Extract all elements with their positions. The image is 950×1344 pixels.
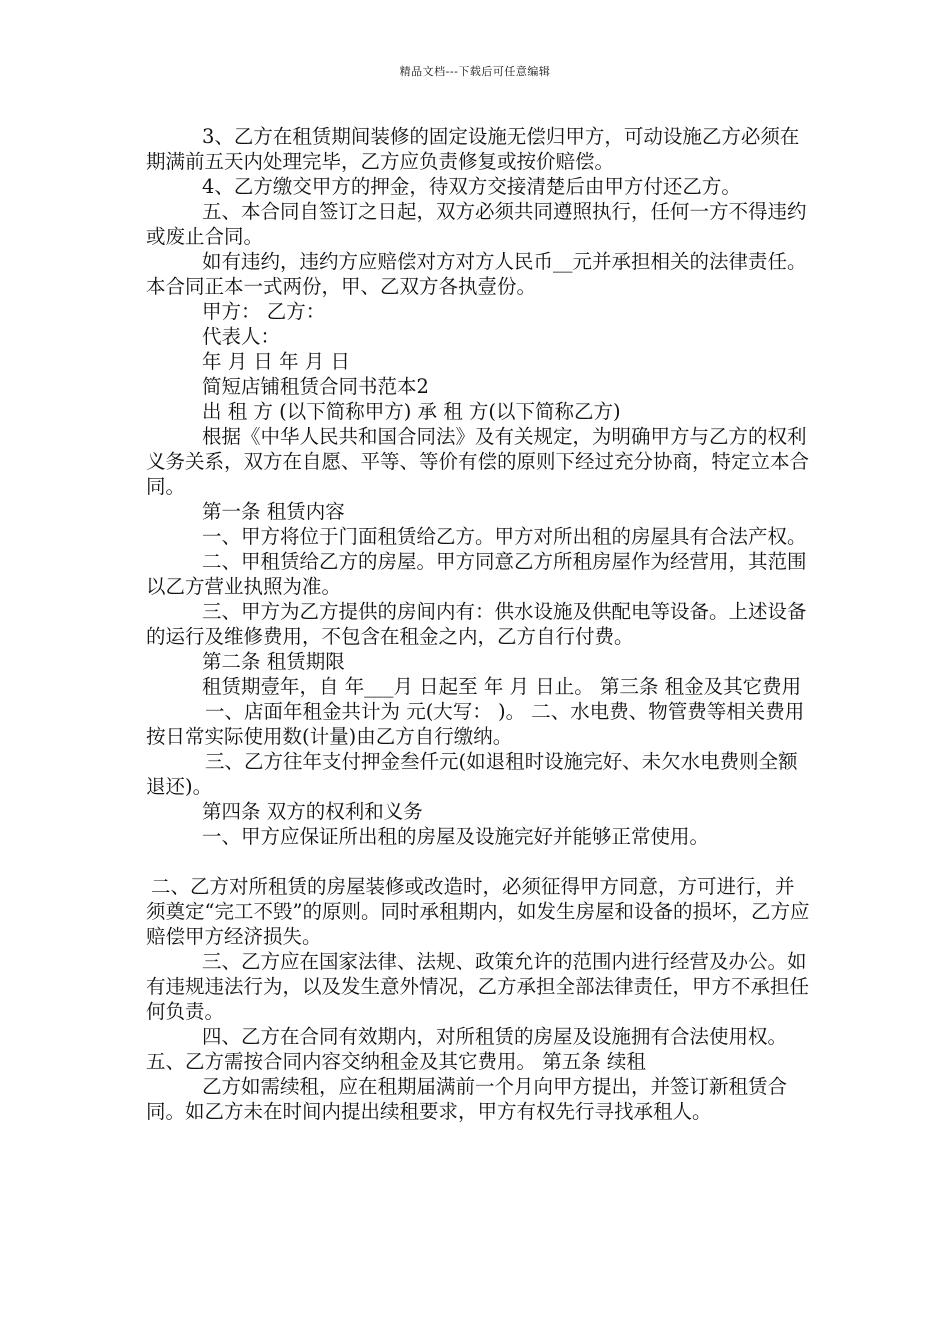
document-title: 简短店铺租赁合同书范本2 bbox=[202, 375, 429, 398]
article-heading: 第四条 双方的权利和义务 bbox=[202, 800, 423, 823]
clause-paragraph: 4、乙方缴交甲方的押金，待双方交接清楚后由甲方付还乙方。 bbox=[202, 175, 741, 198]
clause-paragraph: 二、乙方对所租赁的房屋装修或改造时，必须征得甲方同意，方可进行，并须奠定“完工不毁”的原则。同时承租期内，如发生房屋和设备的损坏，乙方应赔偿甲方经济损失。 bbox=[146, 875, 810, 948]
clause-paragraph: 乙方如需续租，应在租期届满前一个月向甲方提出，并签订新租赁合同。如乙方未在时间内提出续租要求，甲方有权先行寻找承租人。 bbox=[146, 1075, 788, 1123]
clause-paragraph: 一、甲方将位于门面租赁给乙方。甲方对所出租的房屋具有合法产权。 bbox=[202, 525, 807, 548]
clause-paragraph: 如有违约，违约方应赔偿对方对方人民币__元并承担相关的法律责任。 bbox=[202, 250, 807, 273]
parties-line: 出 租 方 (以下简称甲方) 承 租 方(以下简称乙方) bbox=[202, 400, 621, 423]
document-body bbox=[146, 124, 810, 1124]
signature-parties: 甲方： 乙方： bbox=[202, 300, 326, 323]
blank-line bbox=[146, 849, 810, 874]
clause-paragraph: 一、店面年租金共计为 元(大写： )。 二、水电费、物管费等相关费用按日常实际使用数(计量)由乙方自行缴纳。 bbox=[146, 700, 805, 748]
article-heading: 第二条 租赁期限 bbox=[202, 650, 345, 673]
clause-paragraph: 一、甲方应保证所出租的房屋及设施完好并能够正常使用。 bbox=[202, 825, 710, 848]
clause-paragraph: 二、甲租赁给乙方的房屋。甲方同意乙方所租房屋作为经营用，其范围以乙方营业执照为准。 bbox=[146, 550, 807, 598]
clause-paragraph: 五、本合同自签订之日起，双方必须共同遵照执行，任何一方不得违约或废止合同。 bbox=[146, 200, 807, 248]
clause-paragraph: 三、乙方往年支付押金叁仟元(如退租时设施完好、未欠水电费则全额退还)。 bbox=[146, 750, 798, 798]
clause-paragraph: 本合同正本一式两份，甲、乙双方各执壹份。 bbox=[146, 275, 537, 298]
signature-representative: 代表人： bbox=[202, 325, 281, 348]
signature-date: 年 月 日 年 月 日 bbox=[202, 350, 350, 373]
clause-paragraph: 三、乙方应在国家法律、法规、政策允许的范围内进行经营及办公。如有违规违法行为，以及发生意外情况，乙方承担全部法律责任，甲方不承担任何负责。 bbox=[146, 950, 810, 1023]
clause-paragraph: 3、乙方在租赁期间装修的固定设施无偿归甲方，可动设施乙方必须在期满前五天内处理完毕，乙方应负责修复或按价赔偿。 bbox=[146, 125, 800, 173]
clause-paragraph: 三、甲方为乙方提供的房间内有：供水设施及供配电等设备。上述设备的运行及维修费用，不包含在租金之内，乙方自行付费。 bbox=[146, 600, 807, 648]
page-header: 精品文档---下载后可任意编辑 bbox=[399, 65, 551, 78]
clause-paragraph: 租赁期壹年，自 年___月 日起至 年 月 日止。 第三条 租金及其它费用 bbox=[202, 675, 802, 698]
clause-paragraph: 四、乙方在合同有效期内，对所租赁的房屋及设施拥有合法使用权。 五、乙方需按合同内容交纳租金及其它费用。 第五条 续租 bbox=[146, 1025, 788, 1073]
article-heading: 第一条 租赁内容 bbox=[202, 500, 345, 523]
clause-paragraph: 根据《中华人民共和国合同法》及有关规定，为明确甲方与乙方的权利义务关系，双方在自愿、平等、等价有偿的原则下经过充分协商，特定立本合同。 bbox=[146, 425, 810, 498]
